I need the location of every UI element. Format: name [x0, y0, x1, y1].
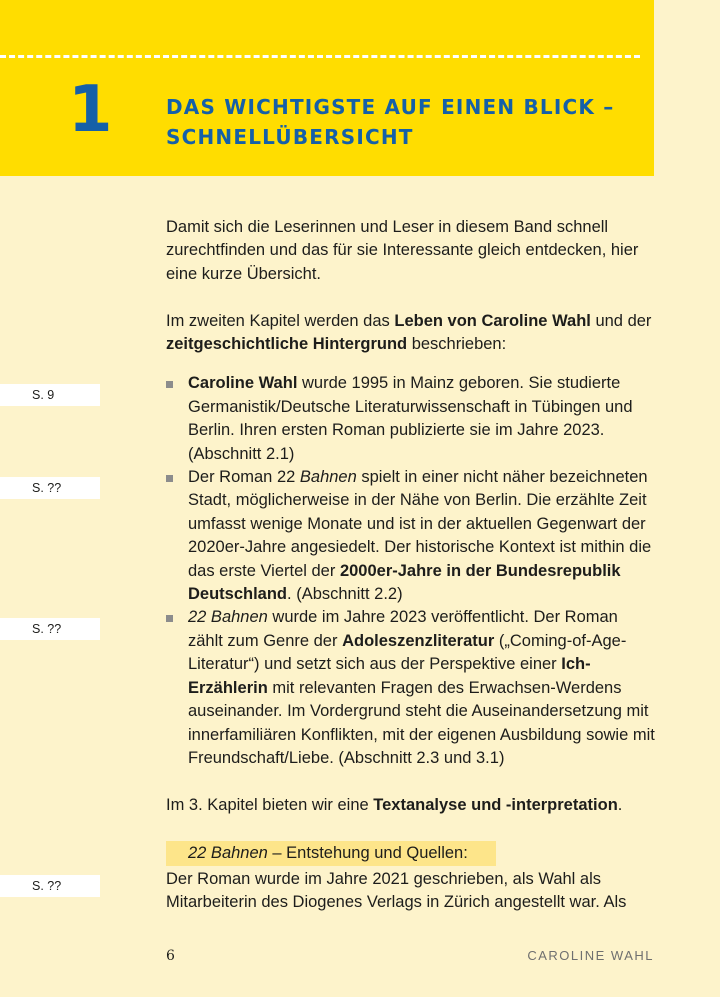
chapter-header-band	[0, 0, 654, 176]
chapter-number: 1	[68, 73, 113, 147]
list-item	[166, 466, 656, 606]
text-run: („Coming-of-Age-Literatur“) und setzt sich aus der Perspektive einer	[188, 631, 627, 674]
chapter-title-line-2: SCHNELLÜBERSICHT	[166, 125, 414, 149]
chapter-title	[166, 92, 636, 152]
overview-list	[166, 372, 656, 770]
margin-page-ref: S. ??	[0, 618, 100, 640]
bold-run: zeitgeschichtliche Hintergrund	[166, 335, 408, 354]
section-paragraph: Der Roman wurde im Jahre 2021 geschrieben, als Wahl als Mitarbeiterin des Diogenes Verlags in Zürich angestellt war. Als	[166, 869, 627, 912]
bold-run: Caroline Wahl	[188, 374, 298, 393]
margin-page-ref: S. ??	[0, 477, 100, 499]
text-run: Der Roman 22	[188, 468, 300, 487]
italic-run: 22 Bahnen	[188, 843, 268, 862]
running-footer-author: CAROLINE WAHL	[527, 948, 654, 963]
italic-run: 22 Bahnen	[188, 608, 268, 627]
italic-run: Bahnen	[299, 468, 357, 487]
main-text	[166, 216, 656, 915]
square-bullet-icon	[166, 475, 173, 482]
bold-run: Textanalyse und -interpretation	[373, 795, 618, 814]
margin-page-ref: S. 9	[0, 384, 100, 406]
text-run: . (Abschnitt 2.2)	[287, 585, 403, 604]
bold-run: 2000er-Jahre in der Bundesrepublik Deutschland	[188, 561, 621, 604]
text-run: Im zweiten Kapitel werden das	[166, 311, 395, 330]
list-item	[166, 372, 656, 466]
text-run: beschrieben:	[407, 335, 507, 354]
text-run: – Entstehung und Quellen:	[267, 843, 468, 862]
dashed-divider	[0, 55, 640, 58]
text-run: .	[617, 795, 623, 814]
square-bullet-icon	[166, 615, 173, 622]
list-item	[166, 606, 656, 770]
square-bullet-icon	[166, 381, 173, 388]
chapter3-intro	[166, 794, 656, 817]
page-number: 6	[166, 948, 175, 964]
bold-run: Leben von Caroline Wahl	[394, 311, 591, 330]
margin-page-ref: S. ??	[0, 875, 100, 897]
chapter-title-line-1: DAS WICHTIGSTE AUF EINEN BLICK –	[166, 95, 615, 119]
chapter2-intro	[166, 310, 656, 357]
text-run: wurde 1995 in Mainz geboren. Sie studierte Germanistik/Deutsche Literaturwissenschaft in Tübingen und Berlin. Ihren ersten Roman publizierte sie im Jahre 2023. (Abschnitt 2.1)	[188, 374, 633, 463]
intro-paragraph: Damit sich die Leserinnen und Leser in diesem Band schnell zurechtfinden und das für sie Interessante gleich entdecken, hier eine kurze Übersicht.	[166, 218, 639, 283]
text-run: Im 3. Kapitel bieten wir eine	[166, 795, 374, 814]
text-run: und der	[590, 311, 652, 330]
text-run: wurde im Jahre 2023 veröffentlicht. Der Roman zählt zum Genre der	[188, 608, 618, 650]
section-heading	[166, 841, 496, 866]
bold-run: Adoleszenzliteratur	[342, 631, 495, 650]
bold-run: Ich-Erzählerin	[188, 655, 591, 697]
text-run: spielt in einer nicht näher bezeichneten Stadt, möglicherweise in der Nähe von Berlin. Die erzählte Zeit umfasst wenige Monate und ist in der aktuellen Gegenwart der 2020er-Jahre angesiedelt. Der historische Kontext ist mithin die das erste Viertel der	[188, 468, 652, 580]
text-run: mit relevanten Fragen des Erwachsen-Werdens auseinander. Im Vordergrund steht die Auseinandersetzung mit innerfamiliären Konflikten, mit der eigenen Ausbildung sowie mit Freundschaft/Liebe. (Abschnitt 2.3 und 3.1)	[188, 678, 655, 767]
